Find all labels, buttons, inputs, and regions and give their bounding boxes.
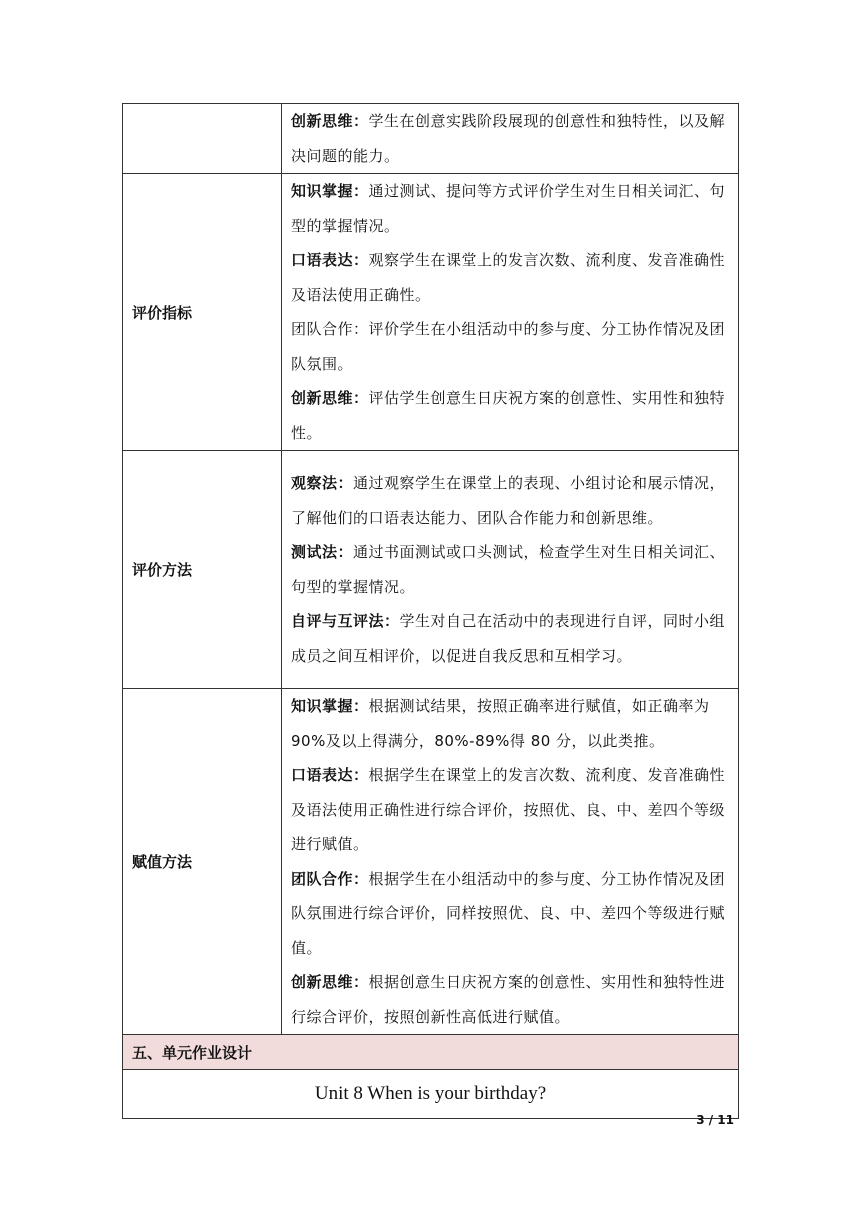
criterion-paragraph [291, 535, 732, 604]
criterion-text: 观察学生在课堂上的发言次数、流利度、发音准确性及语法使用正确性。 [291, 251, 726, 304]
row-label [123, 104, 282, 174]
row-content [282, 689, 739, 1035]
criterion-text: 学生在创意实践阶段展现的创意性和独特性，以及解决问题的能力。 [291, 112, 726, 165]
table-row [123, 451, 739, 689]
criterion-paragraph [291, 174, 732, 243]
criterion-paragraph [291, 862, 732, 966]
row-content [282, 174, 739, 451]
criterion-paragraph [291, 689, 732, 758]
criterion-paragraph [291, 965, 732, 1034]
criterion-text: 根据创意生日庆祝方案的创意性、实用性和独特性进行综合评价，按照创新性高低进行赋值。 [291, 973, 726, 1026]
criterion-term: 口语表达： [291, 766, 369, 784]
criterion-term: 自评与互评法： [291, 612, 400, 630]
row-label: 评价指标 [123, 174, 282, 451]
criterion-term: 知识掌握： [291, 697, 369, 715]
criterion-term: 创新思维： [291, 389, 369, 407]
table-row [123, 689, 739, 1035]
criterion-paragraph [291, 312, 732, 381]
criterion-term: 创新思维： [291, 973, 369, 991]
criterion-text: 通过书面测试或口头测试，检查学生对生日相关词汇、句型的掌握情况。 [291, 543, 726, 596]
row-content [282, 451, 739, 689]
evaluation-table [122, 103, 739, 1119]
criterion-term: 测试法： [291, 543, 354, 561]
row-content [282, 104, 739, 174]
row-label: 评价方法 [123, 451, 282, 689]
criterion-paragraph [291, 466, 732, 535]
criterion-text: 通过观察学生在课堂上的表现、小组讨论和展示情况，了解他们的口语表达能力、团队合作能力和创新思维。 [291, 474, 726, 527]
criterion-paragraph [291, 381, 732, 450]
page-number: 3 / 11 [696, 1113, 734, 1127]
criterion-paragraph [291, 758, 732, 862]
criterion-text: 评估学生创意生日庆祝方案的创意性、实用性和独特性。 [291, 389, 726, 442]
criterion-term: 创新思维： [291, 112, 369, 130]
criterion-text: 团队合作：评价学生在小组活动中的参与度、分工协作情况及团队氛围。 [291, 320, 726, 373]
criterion-text: 根据学生在小组活动中的参与度、分工协作情况及团队氛围进行综合评价，同样按照优、良、中、差四个等级进行赋值。 [291, 869, 726, 957]
row-label: 赋值方法 [123, 689, 282, 1035]
criterion-paragraph [291, 104, 732, 173]
criterion-term: 团队合作： [291, 869, 369, 888]
criterion-term: 知识掌握： [291, 182, 369, 200]
section-heading: 五、单元作业设计 [123, 1035, 739, 1070]
criterion-paragraph [291, 604, 732, 673]
criterion-text: 学生对自己在活动中的表现进行自评，同时小组成员之间互相评价，以促进自我反思和互相学习。 [291, 612, 726, 665]
criterion-term: 口语表达： [291, 251, 369, 269]
criterion-term: 观察法： [291, 474, 354, 492]
criterion-text: 根据测试结果，按照正确率进行赋值，如正确率为 90%及以上得满分，80%-89%得 80 分，以此类推。 [291, 697, 710, 750]
criterion-text: 根据学生在课堂上的发言次数、流利度、发音准确性及语法使用正确性进行综合评价，按照优、良、中、差四个等级进行赋值。 [291, 766, 726, 853]
table-row [123, 104, 739, 174]
table-row [123, 174, 739, 451]
section-heading-row [123, 1035, 739, 1070]
unit-title: Unit 8 When is your birthday? [123, 1070, 739, 1119]
criterion-text: 通过测试、提问等方式评价学生对生日相关词汇、句型的掌握情况。 [291, 182, 726, 235]
unit-title-row [123, 1070, 739, 1119]
criterion-paragraph [291, 243, 732, 312]
